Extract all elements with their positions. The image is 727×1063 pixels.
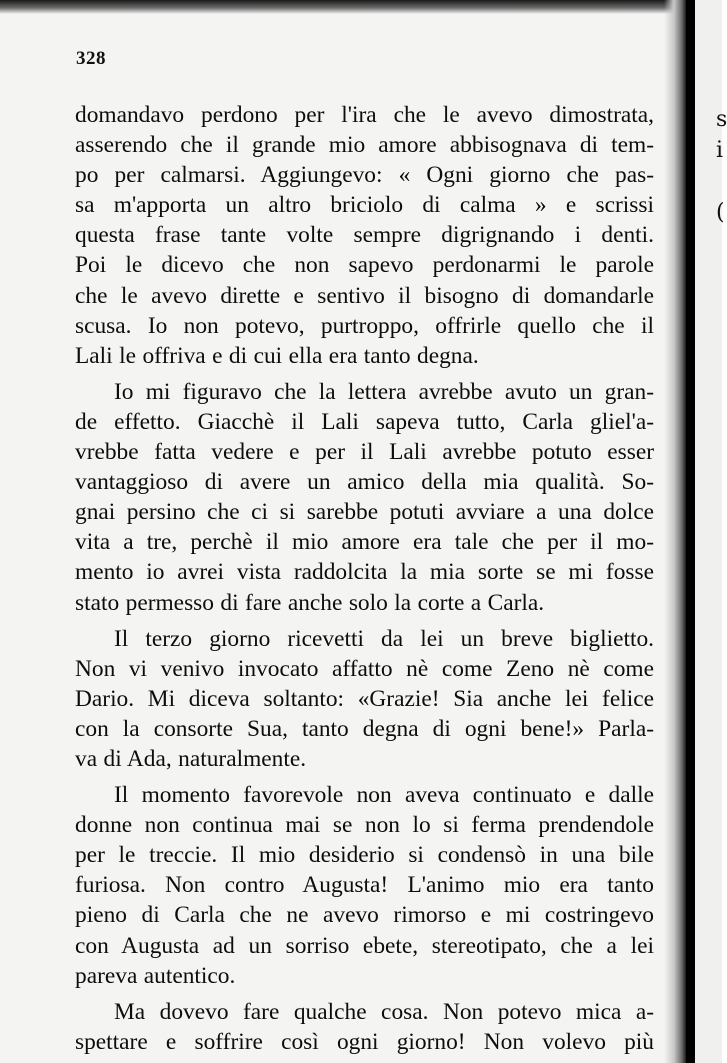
text-line: Il momento favorevole non aveva continuato e dalle	[114, 782, 654, 809]
text-line: spettare e soffrire così ogni giorno! Non volevo più	[75, 1028, 654, 1055]
text-line: con Augusta ad un sorriso ebete, stereotipato, che a lei	[75, 932, 654, 959]
text-line: Dario. Mi diceva soltanto: «Grazie! Sia anche lei felice	[75, 685, 654, 712]
text-line: domandavo perdono per l'ira che le avevo dimostrata,	[75, 102, 654, 128]
text-line: vrebbe fatta vedere e per il Lali avrebbe potuto esser	[75, 439, 654, 466]
next-page-fragment	[716, 104, 727, 228]
text-line: Io mi figuravo che la lettera avrebbe avuto un gran-	[114, 378, 654, 405]
paragraph	[75, 780, 654, 991]
binding-shadow	[664, 0, 686, 1063]
paragraph	[75, 377, 654, 618]
text-line: stato permesso di fare anche solo la corte a Carla.	[75, 589, 545, 616]
text-line: gnai persino che ci si sarebbe potuti avviare a una dolce	[75, 499, 654, 526]
text-line: Non vi venivo invocato affatto nè come Zeno nè come	[75, 655, 654, 682]
text-line: de effetto. Giacchè il Lali sapeva tutto, Carla gliel'a-	[75, 408, 654, 435]
text-line: con la consorte Sua, tanto degna di ogni bene!» Parla-	[75, 715, 654, 742]
next-page-letter: i	[716, 138, 724, 163]
text-line: furiosa. Non contro Augusta! L'animo mio era tanto	[75, 872, 654, 899]
binding-edge	[686, 0, 695, 1063]
next-page-letter: (	[716, 200, 725, 225]
page-number: 328	[76, 48, 106, 69]
text-line: che le avevo dirette e sentivo il bisogno di domandarle	[75, 282, 654, 309]
text-line: Il terzo giorno ricevetti da lei un breve biglietto.	[114, 625, 654, 652]
next-page-letter: s	[716, 107, 727, 132]
text-line: vantaggioso di avere un amico della mia qualità. So-	[75, 469, 654, 496]
text-line: po per calmarsi. Aggiungevo: « Ogni giorno che pas-	[75, 162, 654, 189]
text-line: Ma dovevo fare qualche cosa. Non potevo mica a-	[114, 998, 654, 1025]
text-line: Poi le dicevo che non sapevo perdonarmi le parole	[75, 252, 654, 279]
scan-top-shadow	[0, 0, 722, 14]
text-line: questa frase tante volte sempre digrignando i denti.	[75, 222, 654, 249]
text-line: Lali le offriva e di cui ella era tanto degna.	[75, 342, 479, 369]
paragraph	[75, 100, 654, 371]
paragraph	[75, 997, 654, 1057]
text-line: vita a tre, perchè il mio amore era tale che per il mo-	[75, 529, 654, 556]
text-line: pareva autentico.	[75, 962, 236, 989]
text-line: va di Ada, naturalmente.	[75, 745, 307, 772]
body-text	[75, 100, 654, 1063]
text-line: pieno di Carla che ne avevo rimorso e mi costringevo	[75, 902, 654, 929]
text-line: asserendo che il grande mio amore abbisognava di tem-	[75, 132, 654, 159]
text-line: donne non continua mai se non lo si ferma prendendole	[75, 812, 654, 839]
text-line: mento io avrei vista raddolcita la mia sorte se mi fosse	[75, 559, 654, 586]
paragraph	[75, 624, 654, 774]
text-line: per le treccie. Il mio desiderio si condensò in una bile	[75, 842, 654, 869]
text-line: sa m'apporta un altro briciolo di calma » e scrissi	[75, 192, 654, 219]
text-line: scusa. Io non potevo, purtroppo, offrirle quello che il	[75, 312, 654, 339]
